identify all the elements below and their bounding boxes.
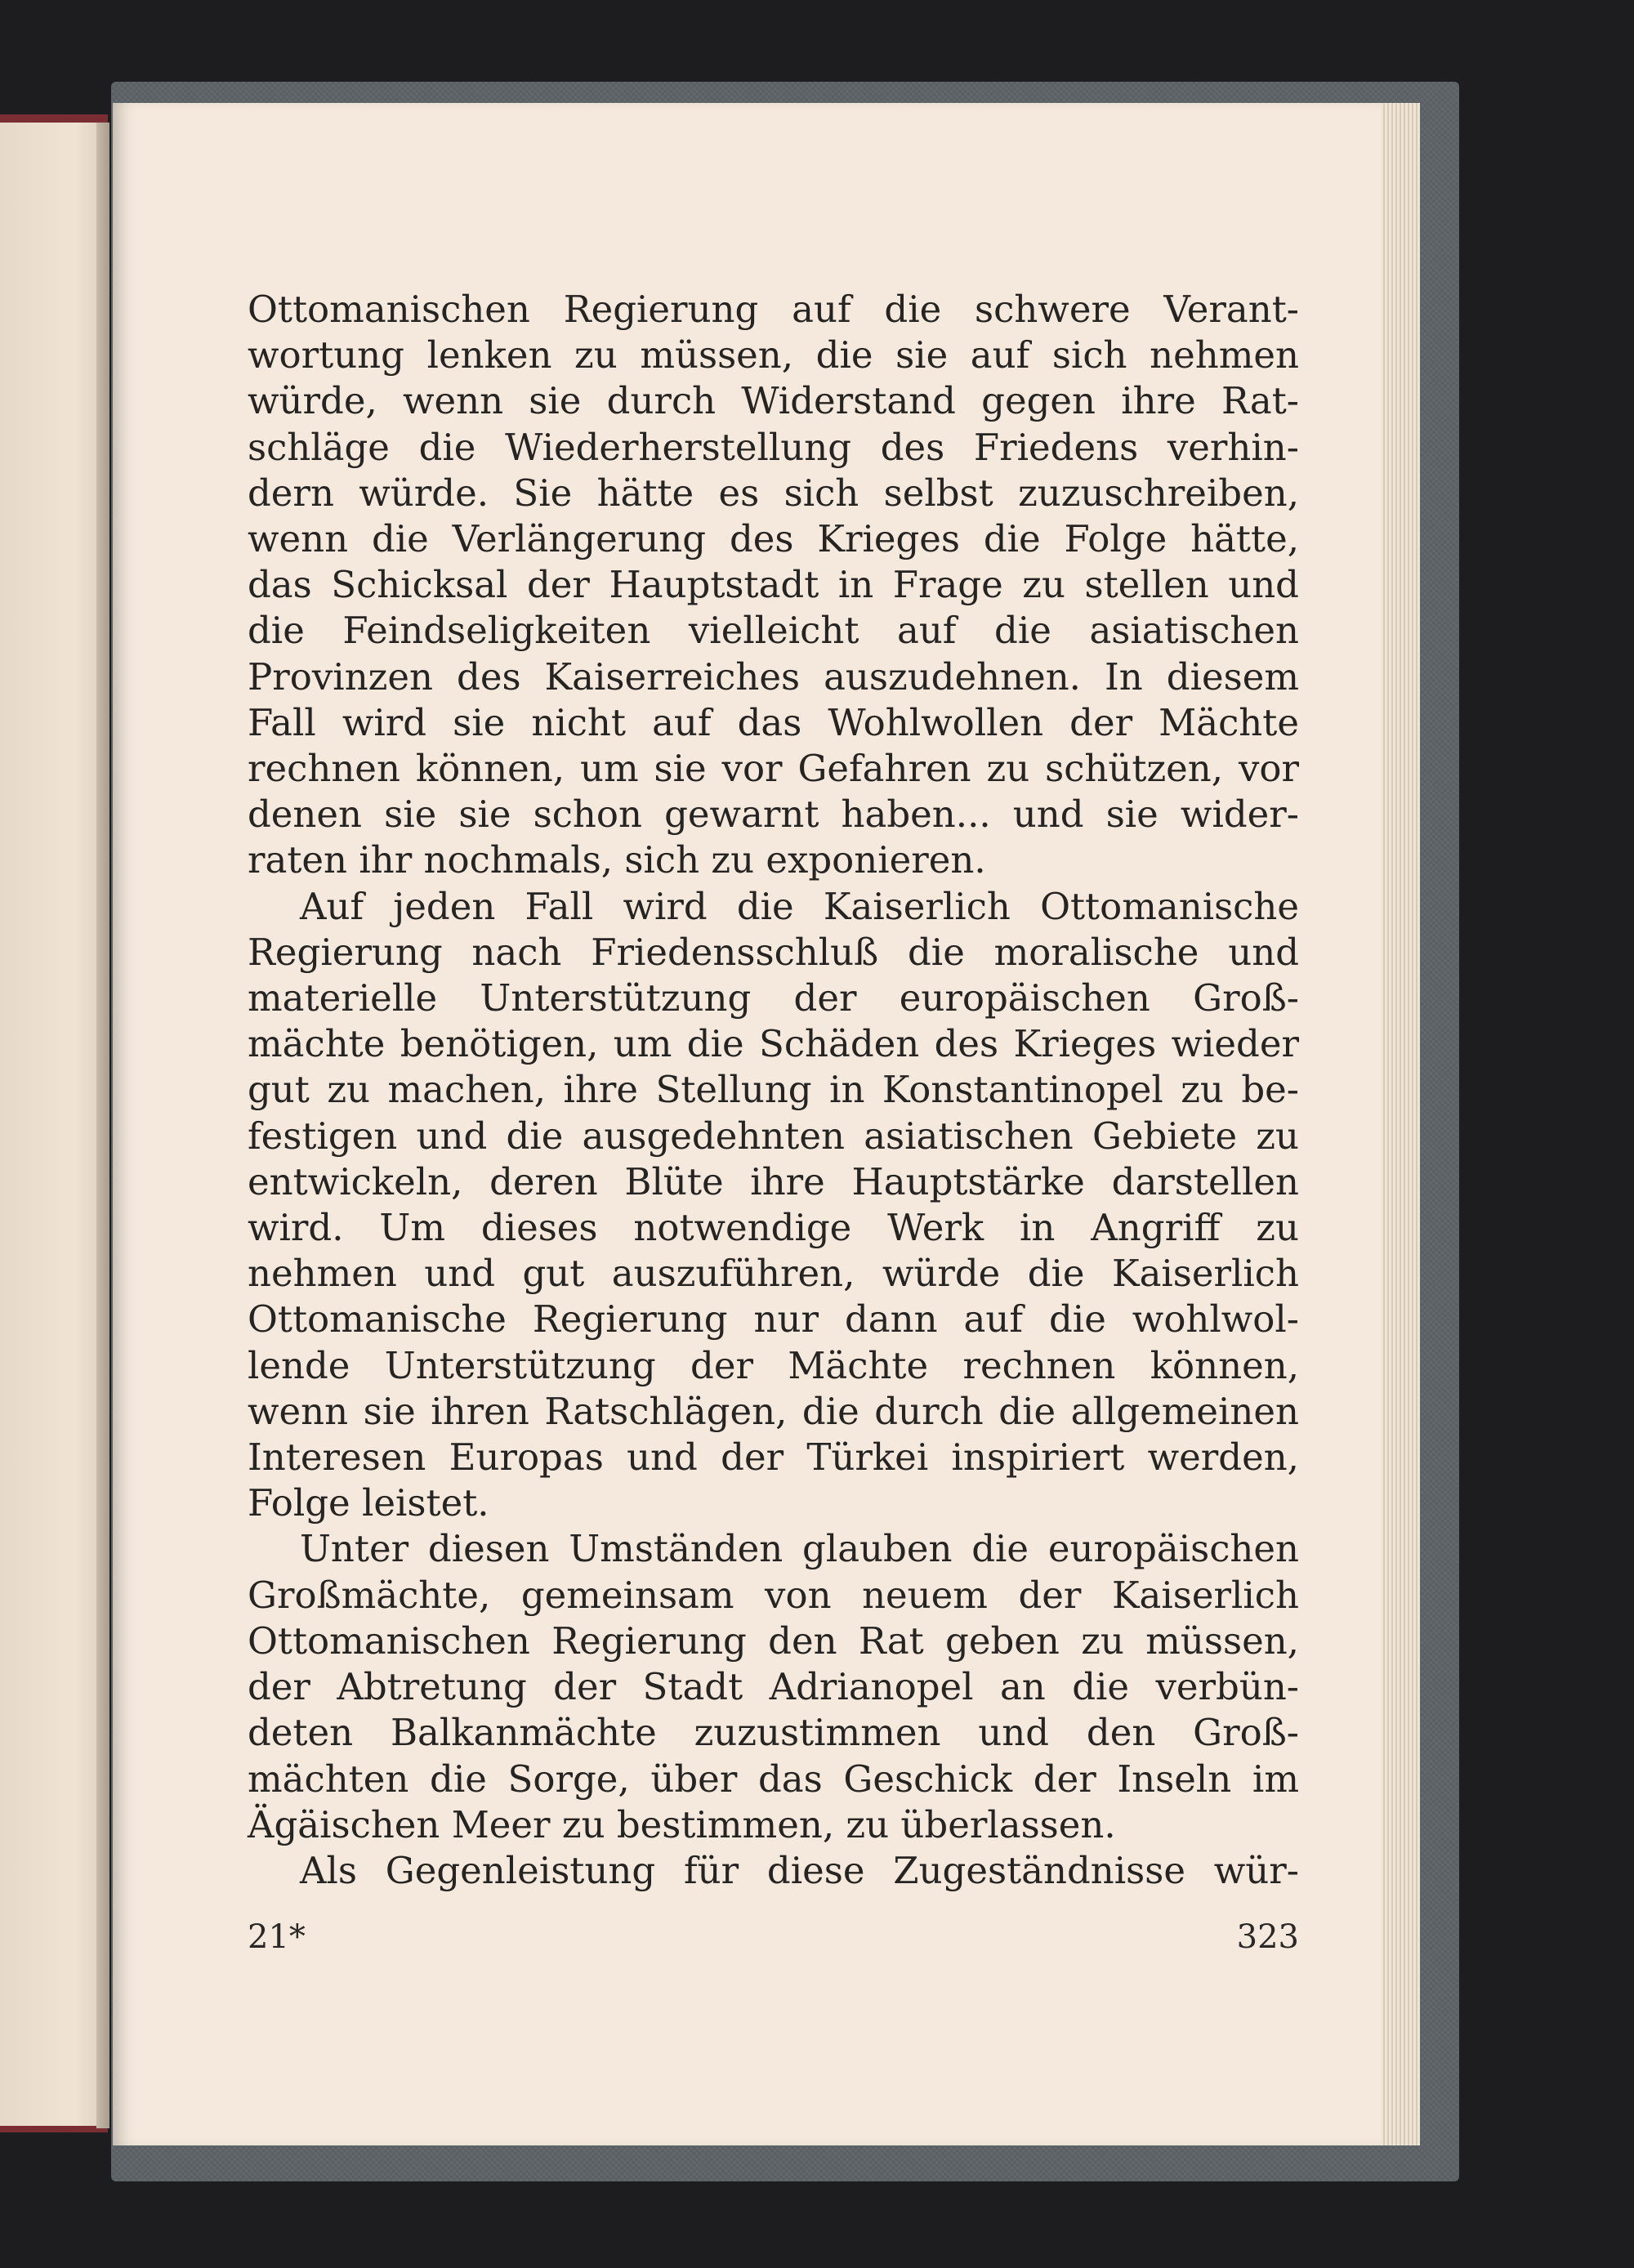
- text-line: Regierung nach Friedensschluß die moralische und: [248, 930, 1299, 974]
- book-gutter: [96, 123, 109, 2128]
- text-line: wenn die Verlängerung des Krieges die Folge hätte,: [248, 517, 1299, 561]
- text-line: wortung lenken zu müssen, die sie auf sich nehmen: [248, 333, 1299, 377]
- page-number: 323: [1236, 1918, 1299, 1956]
- text-line: Ottomanische Regierung nur dann auf die wohlwol-: [248, 1297, 1299, 1342]
- text-line: Provinzen des Kaiserreiches auszudehnen. In diesem: [248, 654, 1299, 699]
- signature-mark: 21*: [248, 1918, 306, 1956]
- text-line: würde, wenn sie durch Widerstand gegen ihre Rat-: [248, 379, 1299, 423]
- text-line: gut zu machen, ihre Stellung in Konstantinopel zu be-: [248, 1068, 1299, 1112]
- text-line: nehmen und gut auszuführen, würde die Kaiserlich: [248, 1252, 1299, 1296]
- text-line: Unter diesen Umständen glauben die europäischen: [300, 1527, 1299, 1571]
- text-line: denen sie sie schon gewarnt haben... und sie wider-: [248, 792, 1299, 837]
- book-page: [113, 103, 1381, 2145]
- text-line: Folge leistet.: [248, 1481, 489, 1525]
- text-line: rechnen können, um sie vor Gefahren zu schützen, vor: [248, 747, 1299, 791]
- text-line: schläge die Wiederherstellung des Friedens verhin-: [248, 425, 1299, 469]
- text-line: Ottomanischen Regierung den Rat geben zu müssen,: [248, 1618, 1299, 1663]
- text-line: Auf jeden Fall wird die Kaiserlich Ottomanische: [300, 884, 1299, 928]
- text-line: Ägäischen Meer zu bestimmen, zu überlassen.: [248, 1802, 1116, 1846]
- text-line: lende Unterstützung der Mächte rechnen können,: [248, 1343, 1299, 1387]
- text-line: Interesen Europas und der Türkei inspiriert werden,: [248, 1435, 1299, 1480]
- text-line: Ottomanischen Regierung auf die schwere Verant-: [248, 288, 1299, 331]
- text-line: entwickeln, deren Blüte ihre Hauptstärke darstellen: [248, 1159, 1299, 1203]
- text-line: die Feindseligkeiten vielleicht auf die asiatischen: [248, 609, 1299, 653]
- text-line: Fall wird sie nicht auf das Wohlwollen der Mächte: [248, 700, 1299, 744]
- text-line: wird. Um dieses notwendige Werk in Angriff zu: [248, 1206, 1299, 1250]
- text-line: mächten die Sorge, über das Geschick der Inseln im: [248, 1757, 1299, 1801]
- text-line: der Abtretung der Stadt Adrianopel an die verbün-: [248, 1665, 1299, 1709]
- text-line: das Schicksal der Hauptstadt in Frage zu stellen und: [248, 563, 1299, 607]
- text-line: materielle Unterstützung der europäischen Groß-: [248, 976, 1299, 1020]
- body-text: [248, 287, 1299, 1894]
- text-line: Großmächte, gemeinsam von neuem der Kaiserlich: [248, 1573, 1299, 1617]
- text-line: wenn sie ihren Ratschlägen, die durch die allgemeinen: [248, 1389, 1299, 1433]
- left-page-edge: [0, 114, 108, 2132]
- text-line: deten Balkanmächte zuzustimmen und den Groß-: [248, 1711, 1299, 1755]
- text-line: festigen und die ausgedehnten asiatischen Gebiete zu: [248, 1114, 1299, 1158]
- text-line: dern würde. Sie hätte es sich selbst zuzuschreiben,: [248, 471, 1299, 515]
- text-line: Als Gegenleistung für diese Zugeständnisse wür-: [300, 1848, 1299, 1892]
- text-line: raten ihr nochmals, sich zu exponieren.: [248, 838, 986, 882]
- text-line: mächte benötigen, um die Schäden des Krieges wieder: [248, 1022, 1299, 1066]
